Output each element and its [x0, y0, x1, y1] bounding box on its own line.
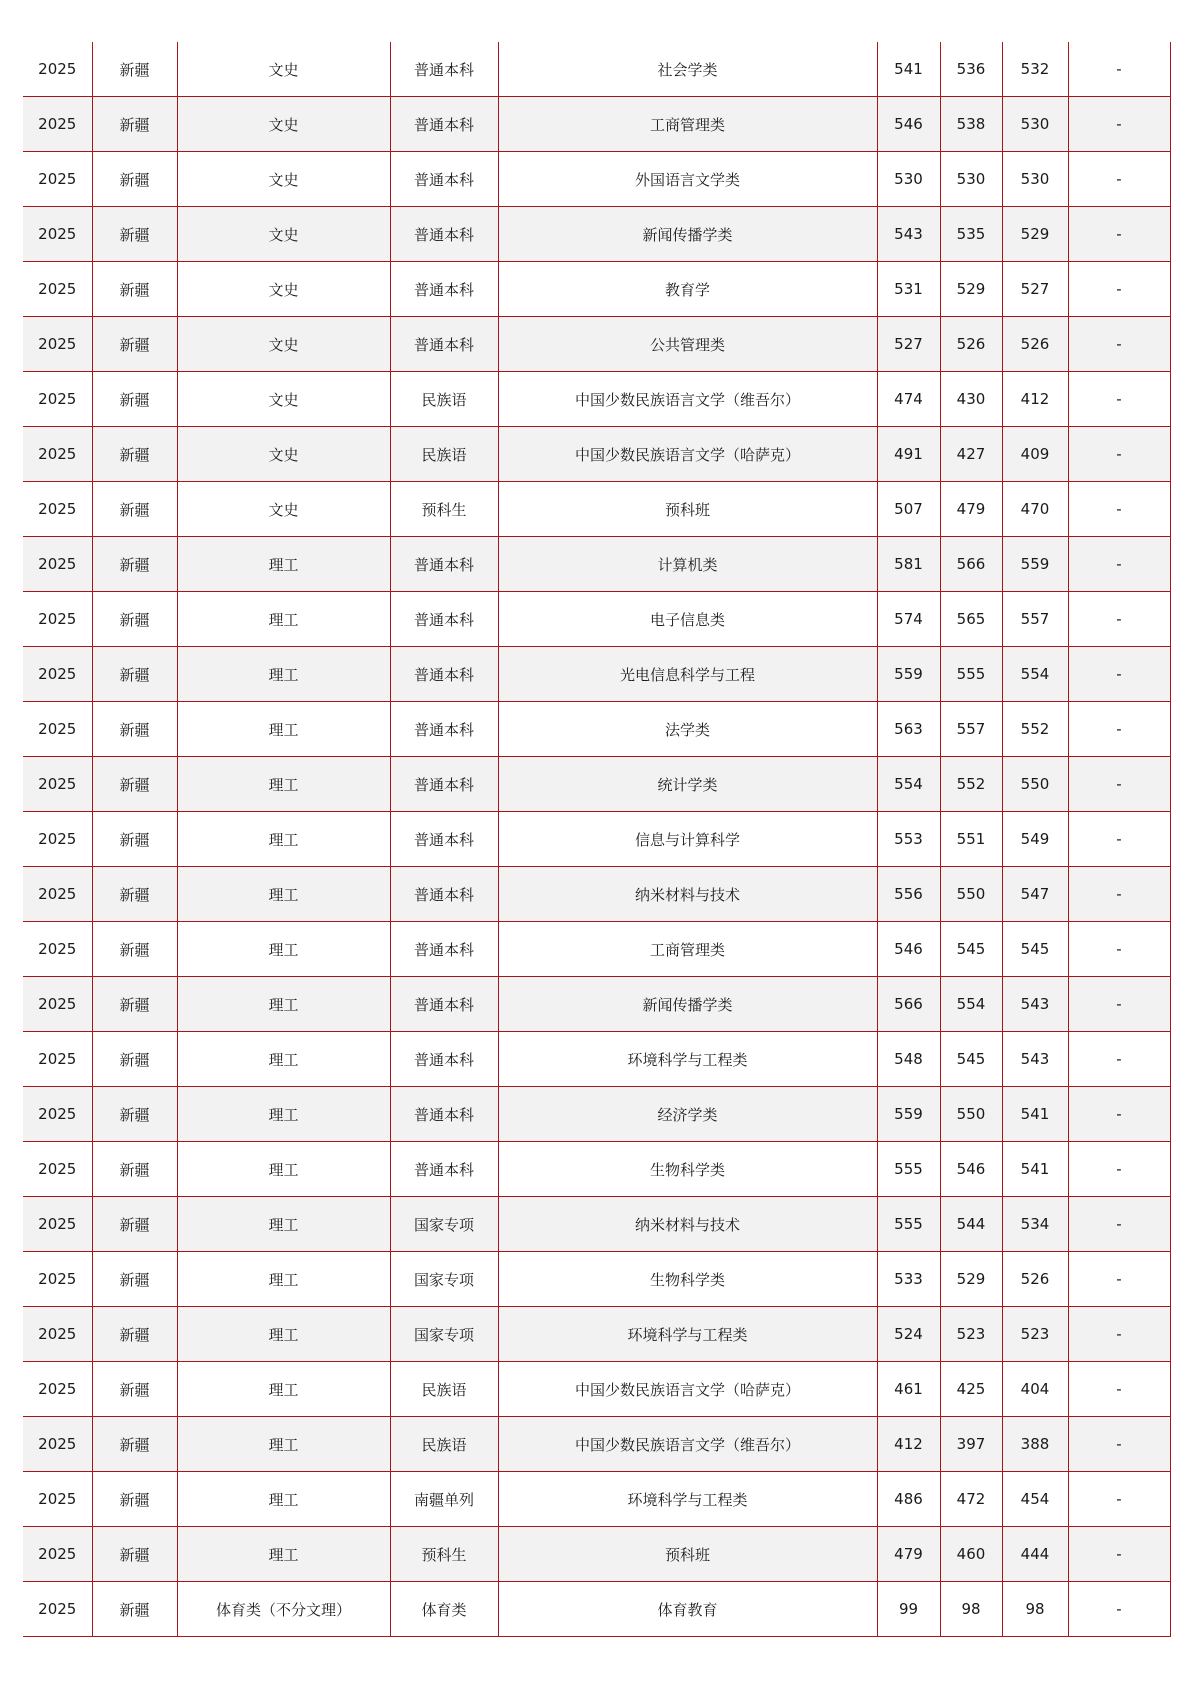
table-row — [23, 482, 1170, 537]
cell-year: 2025 — [23, 372, 92, 427]
cell-major: 生物科学类 — [498, 1252, 877, 1307]
cell-batch: 民族语 — [390, 1417, 498, 1472]
cell-min-score: 98 — [1002, 1582, 1068, 1637]
cell-batch: 国家专项 — [390, 1197, 498, 1252]
table-row — [23, 1252, 1170, 1307]
cell-category: 理工 — [177, 922, 390, 977]
cell-year: 2025 — [23, 1252, 92, 1307]
table-row — [23, 647, 1170, 702]
table-row — [23, 977, 1170, 1032]
table-row — [23, 1142, 1170, 1197]
cell-year: 2025 — [23, 1032, 92, 1087]
cell-major: 计算机类 — [498, 537, 877, 592]
cell-province: 新疆 — [92, 1142, 177, 1197]
cell-major: 电子信息类 — [498, 592, 877, 647]
cell-batch: 普通本科 — [390, 592, 498, 647]
cell-batch: 普通本科 — [390, 1032, 498, 1087]
cell-major: 环境科学与工程类 — [498, 1307, 877, 1362]
cell-max-score: 507 — [877, 482, 940, 537]
cell-max-score: 574 — [877, 592, 940, 647]
cell-max-score: 99 — [877, 1582, 940, 1637]
cell-batch: 普通本科 — [390, 207, 498, 262]
cell-batch: 南疆单列 — [390, 1472, 498, 1527]
cell-max-score: 491 — [877, 427, 940, 482]
cell-batch: 国家专项 — [390, 1307, 498, 1362]
cell-category: 理工 — [177, 1417, 390, 1472]
cell-major: 环境科学与工程类 — [498, 1032, 877, 1087]
cell-major: 工商管理类 — [498, 922, 877, 977]
cell-max-score: 461 — [877, 1362, 940, 1417]
cell-max-score: 531 — [877, 262, 940, 317]
cell-category: 理工 — [177, 977, 390, 1032]
cell-province: 新疆 — [92, 647, 177, 702]
cell-avg-score: 565 — [940, 592, 1002, 647]
cell-max-score: 543 — [877, 207, 940, 262]
table-row — [23, 867, 1170, 922]
cell-min-score: 554 — [1002, 647, 1068, 702]
cell-avg-score: 460 — [940, 1527, 1002, 1582]
table-row — [23, 1307, 1170, 1362]
table-row — [23, 427, 1170, 482]
cell-note: - — [1068, 977, 1170, 1032]
cell-batch: 普通本科 — [390, 757, 498, 812]
cell-year: 2025 — [23, 1197, 92, 1252]
cell-max-score: 533 — [877, 1252, 940, 1307]
cell-major: 环境科学与工程类 — [498, 1472, 877, 1527]
cell-avg-score: 523 — [940, 1307, 1002, 1362]
cell-year: 2025 — [23, 757, 92, 812]
cell-province: 新疆 — [92, 1087, 177, 1142]
cell-max-score: 581 — [877, 537, 940, 592]
cell-note: - — [1068, 1142, 1170, 1197]
cell-note: - — [1068, 592, 1170, 647]
cell-batch: 普通本科 — [390, 317, 498, 372]
cell-max-score: 530 — [877, 152, 940, 207]
cell-max-score: 479 — [877, 1527, 940, 1582]
cell-year: 2025 — [23, 812, 92, 867]
cell-category: 文史 — [177, 152, 390, 207]
cell-province: 新疆 — [92, 867, 177, 922]
cell-max-score: 412 — [877, 1417, 940, 1472]
cell-note: - — [1068, 1582, 1170, 1637]
cell-avg-score: 526 — [940, 317, 1002, 372]
cell-batch: 民族语 — [390, 372, 498, 427]
cell-category: 理工 — [177, 1307, 390, 1362]
cell-note: - — [1068, 482, 1170, 537]
cell-batch: 普通本科 — [390, 1087, 498, 1142]
cell-note: - — [1068, 922, 1170, 977]
cell-note: - — [1068, 702, 1170, 757]
cell-batch: 普通本科 — [390, 702, 498, 757]
cell-province: 新疆 — [92, 262, 177, 317]
cell-province: 新疆 — [92, 42, 177, 97]
cell-major: 中国少数民族语言文学（哈萨克） — [498, 427, 877, 482]
cell-year: 2025 — [23, 537, 92, 592]
cell-province: 新疆 — [92, 1032, 177, 1087]
cell-avg-score: 538 — [940, 97, 1002, 152]
cell-major: 生物科学类 — [498, 1142, 877, 1197]
cell-major: 新闻传播学类 — [498, 977, 877, 1032]
cell-category: 理工 — [177, 757, 390, 812]
cell-min-score: 470 — [1002, 482, 1068, 537]
cell-note: - — [1068, 537, 1170, 592]
cell-major: 工商管理类 — [498, 97, 877, 152]
cell-note: - — [1068, 647, 1170, 702]
cell-max-score: 554 — [877, 757, 940, 812]
cell-note: - — [1068, 1527, 1170, 1582]
cell-province: 新疆 — [92, 1252, 177, 1307]
cell-avg-score: 530 — [940, 152, 1002, 207]
cell-note: - — [1068, 207, 1170, 262]
cell-year: 2025 — [23, 317, 92, 372]
cell-note: - — [1068, 1472, 1170, 1527]
cell-province: 新疆 — [92, 922, 177, 977]
cell-batch: 预科生 — [390, 1527, 498, 1582]
cell-avg-score: 427 — [940, 427, 1002, 482]
table-row — [23, 922, 1170, 977]
cell-min-score: 541 — [1002, 1142, 1068, 1197]
cell-avg-score: 550 — [940, 867, 1002, 922]
cell-min-score: 534 — [1002, 1197, 1068, 1252]
cell-max-score: 566 — [877, 977, 940, 1032]
cell-min-score: 530 — [1002, 97, 1068, 152]
cell-year: 2025 — [23, 922, 92, 977]
table-row — [23, 1197, 1170, 1252]
cell-avg-score: 550 — [940, 1087, 1002, 1142]
cell-province: 新疆 — [92, 97, 177, 152]
cell-note: - — [1068, 1252, 1170, 1307]
cell-province: 新疆 — [92, 1582, 177, 1637]
cell-note: - — [1068, 372, 1170, 427]
cell-province: 新疆 — [92, 372, 177, 427]
table-row — [23, 812, 1170, 867]
cell-note: - — [1068, 1362, 1170, 1417]
table-row — [23, 317, 1170, 372]
cell-note: - — [1068, 97, 1170, 152]
cell-category: 理工 — [177, 1142, 390, 1197]
table-row — [23, 757, 1170, 812]
cell-province: 新疆 — [92, 977, 177, 1032]
cell-year: 2025 — [23, 152, 92, 207]
cell-min-score: 409 — [1002, 427, 1068, 482]
cell-avg-score: 430 — [940, 372, 1002, 427]
table-row — [23, 1527, 1170, 1582]
cell-major: 中国少数民族语言文学（哈萨克） — [498, 1362, 877, 1417]
cell-year: 2025 — [23, 867, 92, 922]
cell-avg-score: 566 — [940, 537, 1002, 592]
cell-batch: 国家专项 — [390, 1252, 498, 1307]
cell-max-score: 559 — [877, 647, 940, 702]
cell-max-score: 559 — [877, 1087, 940, 1142]
cell-batch: 普通本科 — [390, 647, 498, 702]
cell-category: 理工 — [177, 1032, 390, 1087]
cell-batch: 体育类 — [390, 1582, 498, 1637]
cell-category: 文史 — [177, 372, 390, 427]
cell-min-score: 541 — [1002, 1087, 1068, 1142]
cell-avg-score: 545 — [940, 922, 1002, 977]
cell-batch: 民族语 — [390, 1362, 498, 1417]
cell-max-score: 541 — [877, 42, 940, 97]
cell-major: 体育教育 — [498, 1582, 877, 1637]
cell-province: 新疆 — [92, 207, 177, 262]
cell-year: 2025 — [23, 42, 92, 97]
cell-max-score: 524 — [877, 1307, 940, 1362]
cell-min-score: 523 — [1002, 1307, 1068, 1362]
cell-category: 体育类（不分文理） — [177, 1582, 390, 1637]
cell-year: 2025 — [23, 262, 92, 317]
cell-category: 理工 — [177, 1362, 390, 1417]
cell-min-score: 529 — [1002, 207, 1068, 262]
cell-major: 预科班 — [498, 482, 877, 537]
cell-note: - — [1068, 757, 1170, 812]
cell-batch: 普通本科 — [390, 262, 498, 317]
cell-province: 新疆 — [92, 427, 177, 482]
cell-category: 理工 — [177, 1087, 390, 1142]
cell-category: 理工 — [177, 1197, 390, 1252]
cell-min-score: 543 — [1002, 977, 1068, 1032]
cell-batch: 普通本科 — [390, 97, 498, 152]
cell-major: 社会学类 — [498, 42, 877, 97]
cell-note: - — [1068, 867, 1170, 922]
cell-category: 理工 — [177, 647, 390, 702]
cell-avg-score: 552 — [940, 757, 1002, 812]
cell-province: 新疆 — [92, 757, 177, 812]
cell-major: 信息与计算科学 — [498, 812, 877, 867]
cell-major: 外国语言文学类 — [498, 152, 877, 207]
cell-major: 经济学类 — [498, 1087, 877, 1142]
cell-major: 中国少数民族语言文学（维吾尔） — [498, 372, 877, 427]
cell-avg-score: 551 — [940, 812, 1002, 867]
cell-category: 理工 — [177, 702, 390, 757]
cell-note: - — [1068, 1307, 1170, 1362]
table-row — [23, 97, 1170, 152]
cell-major: 光电信息科学与工程 — [498, 647, 877, 702]
cell-year: 2025 — [23, 1142, 92, 1197]
table-row — [23, 592, 1170, 647]
cell-province: 新疆 — [92, 1362, 177, 1417]
cell-avg-score: 397 — [940, 1417, 1002, 1472]
cell-province: 新疆 — [92, 1417, 177, 1472]
cell-major: 统计学类 — [498, 757, 877, 812]
cell-avg-score: 536 — [940, 42, 1002, 97]
cell-province: 新疆 — [92, 812, 177, 867]
cell-note: - — [1068, 152, 1170, 207]
cell-min-score: 454 — [1002, 1472, 1068, 1527]
cell-major: 教育学 — [498, 262, 877, 317]
cell-avg-score: 529 — [940, 1252, 1002, 1307]
cell-max-score: 555 — [877, 1197, 940, 1252]
cell-avg-score: 555 — [940, 647, 1002, 702]
cell-batch: 普通本科 — [390, 867, 498, 922]
cell-max-score: 546 — [877, 922, 940, 977]
cell-note: - — [1068, 1087, 1170, 1142]
cell-province: 新疆 — [92, 1307, 177, 1362]
cell-province: 新疆 — [92, 537, 177, 592]
cell-max-score: 563 — [877, 702, 940, 757]
cell-min-score: 549 — [1002, 812, 1068, 867]
cell-year: 2025 — [23, 97, 92, 152]
cell-avg-score: 545 — [940, 1032, 1002, 1087]
cell-year: 2025 — [23, 647, 92, 702]
cell-avg-score: 479 — [940, 482, 1002, 537]
cell-category: 文史 — [177, 97, 390, 152]
cell-major: 法学类 — [498, 702, 877, 757]
cell-year: 2025 — [23, 1472, 92, 1527]
cell-major: 预科班 — [498, 1527, 877, 1582]
cell-avg-score: 98 — [940, 1582, 1002, 1637]
cell-province: 新疆 — [92, 317, 177, 372]
cell-batch: 普通本科 — [390, 812, 498, 867]
cell-avg-score: 544 — [940, 1197, 1002, 1252]
cell-avg-score: 557 — [940, 702, 1002, 757]
cell-year: 2025 — [23, 482, 92, 537]
cell-major: 新闻传播学类 — [498, 207, 877, 262]
cell-major: 公共管理类 — [498, 317, 877, 372]
cell-category: 文史 — [177, 42, 390, 97]
cell-batch: 普通本科 — [390, 152, 498, 207]
table-row — [23, 1032, 1170, 1087]
cell-year: 2025 — [23, 977, 92, 1032]
cell-province: 新疆 — [92, 592, 177, 647]
cell-category: 文史 — [177, 262, 390, 317]
admission-scores-table — [23, 42, 1171, 1637]
cell-note: - — [1068, 262, 1170, 317]
cell-year: 2025 — [23, 1362, 92, 1417]
cell-note: - — [1068, 317, 1170, 372]
cell-avg-score: 472 — [940, 1472, 1002, 1527]
cell-avg-score: 529 — [940, 262, 1002, 317]
cell-category: 理工 — [177, 1527, 390, 1582]
cell-note: - — [1068, 427, 1170, 482]
cell-note: - — [1068, 42, 1170, 97]
cell-category: 理工 — [177, 1252, 390, 1307]
cell-major: 纳米材料与技术 — [498, 867, 877, 922]
cell-min-score: 547 — [1002, 867, 1068, 922]
cell-min-score: 559 — [1002, 537, 1068, 592]
cell-province: 新疆 — [92, 1527, 177, 1582]
cell-year: 2025 — [23, 1527, 92, 1582]
cell-max-score: 527 — [877, 317, 940, 372]
cell-year: 2025 — [23, 1417, 92, 1472]
table-row — [23, 702, 1170, 757]
cell-min-score: 526 — [1002, 1252, 1068, 1307]
cell-category: 理工 — [177, 867, 390, 922]
cell-major: 纳米材料与技术 — [498, 1197, 877, 1252]
cell-min-score: 526 — [1002, 317, 1068, 372]
table-row — [23, 1362, 1170, 1417]
cell-avg-score: 425 — [940, 1362, 1002, 1417]
cell-min-score: 530 — [1002, 152, 1068, 207]
cell-province: 新疆 — [92, 482, 177, 537]
cell-min-score: 545 — [1002, 922, 1068, 977]
cell-note: - — [1068, 1032, 1170, 1087]
cell-min-score: 532 — [1002, 42, 1068, 97]
cell-province: 新疆 — [92, 1197, 177, 1252]
cell-batch: 预科生 — [390, 482, 498, 537]
cell-year: 2025 — [23, 1307, 92, 1362]
cell-batch: 普通本科 — [390, 922, 498, 977]
cell-avg-score: 554 — [940, 977, 1002, 1032]
cell-max-score: 546 — [877, 97, 940, 152]
cell-province: 新疆 — [92, 1472, 177, 1527]
cell-year: 2025 — [23, 427, 92, 482]
cell-max-score: 553 — [877, 812, 940, 867]
cell-category: 理工 — [177, 537, 390, 592]
table-row — [23, 42, 1170, 97]
table-row — [23, 537, 1170, 592]
cell-batch: 普通本科 — [390, 537, 498, 592]
cell-category: 理工 — [177, 812, 390, 867]
cell-batch: 普通本科 — [390, 977, 498, 1032]
cell-category: 文史 — [177, 317, 390, 372]
cell-min-score: 527 — [1002, 262, 1068, 317]
cell-max-score: 548 — [877, 1032, 940, 1087]
table-row — [23, 1472, 1170, 1527]
cell-max-score: 486 — [877, 1472, 940, 1527]
cell-min-score: 388 — [1002, 1417, 1068, 1472]
table-row — [23, 1417, 1170, 1472]
cell-category: 理工 — [177, 592, 390, 647]
table-row — [23, 262, 1170, 317]
cell-year: 2025 — [23, 1582, 92, 1637]
cell-min-score: 412 — [1002, 372, 1068, 427]
cell-major: 中国少数民族语言文学（维吾尔） — [498, 1417, 877, 1472]
cell-category: 文史 — [177, 207, 390, 262]
cell-avg-score: 546 — [940, 1142, 1002, 1197]
cell-batch: 普通本科 — [390, 1142, 498, 1197]
cell-max-score: 555 — [877, 1142, 940, 1197]
table-row — [23, 1582, 1170, 1637]
cell-min-score: 550 — [1002, 757, 1068, 812]
cell-batch: 普通本科 — [390, 42, 498, 97]
cell-year: 2025 — [23, 207, 92, 262]
table-row — [23, 372, 1170, 427]
cell-avg-score: 535 — [940, 207, 1002, 262]
cell-year: 2025 — [23, 702, 92, 757]
cell-min-score: 552 — [1002, 702, 1068, 757]
cell-batch: 民族语 — [390, 427, 498, 482]
cell-min-score: 444 — [1002, 1527, 1068, 1582]
table-row — [23, 152, 1170, 207]
cell-min-score: 404 — [1002, 1362, 1068, 1417]
cell-min-score: 557 — [1002, 592, 1068, 647]
cell-province: 新疆 — [92, 702, 177, 757]
cell-note: - — [1068, 1417, 1170, 1472]
cell-category: 文史 — [177, 482, 390, 537]
cell-year: 2025 — [23, 1087, 92, 1142]
table-row — [23, 1087, 1170, 1142]
cell-year: 2025 — [23, 592, 92, 647]
cell-min-score: 543 — [1002, 1032, 1068, 1087]
table-row — [23, 207, 1170, 262]
cell-note: - — [1068, 1197, 1170, 1252]
cell-max-score: 556 — [877, 867, 940, 922]
cell-category: 理工 — [177, 1472, 390, 1527]
cell-note: - — [1068, 812, 1170, 867]
cell-category: 文史 — [177, 427, 390, 482]
cell-max-score: 474 — [877, 372, 940, 427]
cell-province: 新疆 — [92, 152, 177, 207]
